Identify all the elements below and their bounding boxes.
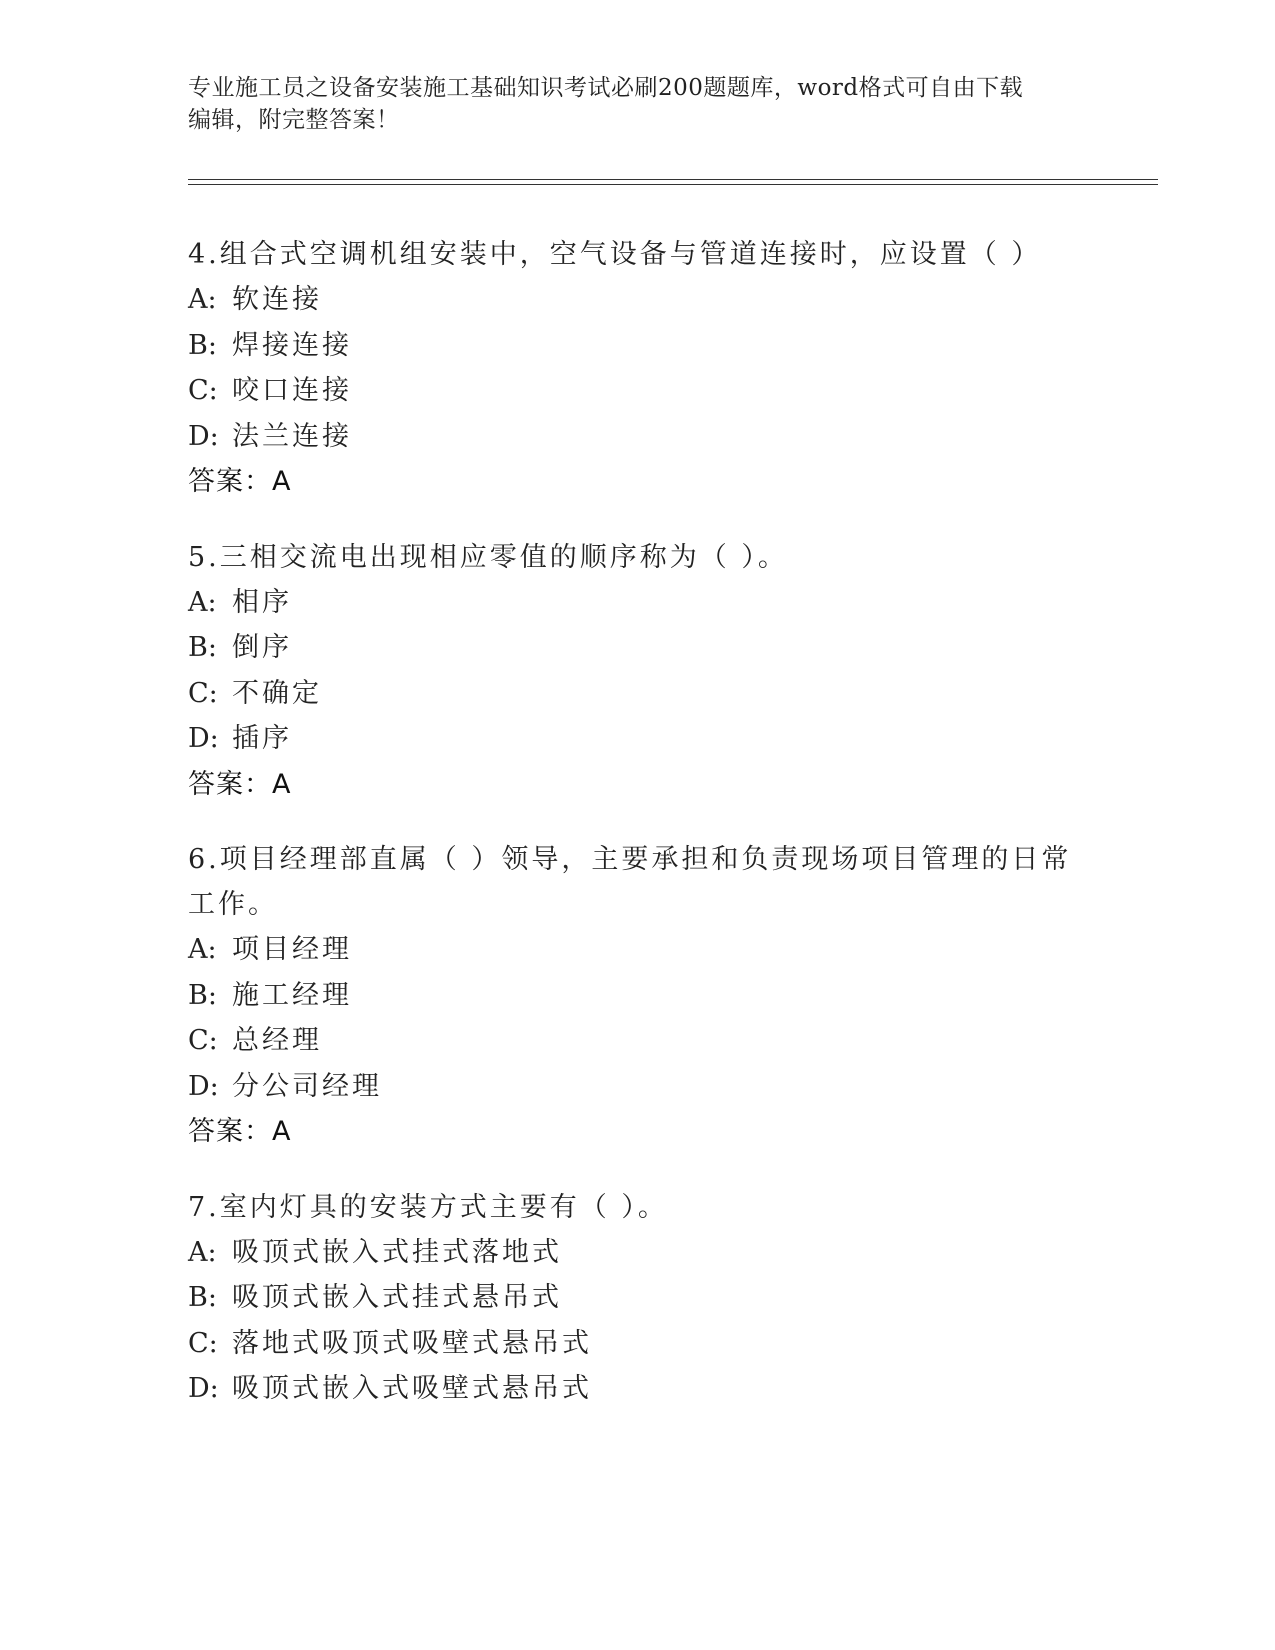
header-line-2: 编辑，附完整答案！ (188, 107, 400, 133)
option-text: 吸顶式嵌入式吸壁式悬吊式 (232, 1373, 592, 1404)
answer-line: 答案：A (188, 1116, 292, 1147)
option-d (188, 716, 1088, 762)
option-text: 焊接连接 (232, 329, 352, 361)
option-a (188, 1230, 1088, 1276)
option-b (188, 323, 1088, 369)
option-c (188, 671, 1088, 717)
option-letter: B: (188, 1282, 217, 1313)
option-text: 施工经理 (232, 979, 352, 1011)
option-text: 吸顶式嵌入式挂式落地式 (232, 1236, 562, 1268)
option-letter: B: (188, 632, 217, 663)
option-letter: C: (188, 1025, 218, 1056)
option-text: 分公司经理 (232, 1070, 382, 1102)
header-rule-bottom (188, 184, 1158, 185)
option-d (188, 1064, 1088, 1110)
header-rule-top (188, 179, 1158, 180)
option-b (188, 973, 1088, 1019)
option-letter: A: (188, 934, 217, 965)
option-letter: C: (188, 375, 218, 406)
option-c (188, 1321, 1088, 1367)
option-letter: D: (188, 1373, 219, 1404)
option-text: 项目经理 (232, 934, 352, 965)
option-letter: A: (188, 284, 217, 315)
option-letter: D: (188, 420, 219, 452)
option-c (188, 368, 1088, 414)
header-line-1: 专业施工员之设备安装施工基础知识考试必刷200题题库，word格式可自由下载 (188, 75, 1024, 101)
option-b (188, 625, 1088, 671)
option-letter: C: (188, 677, 218, 709)
option-a (188, 277, 1088, 323)
question-4 (188, 232, 1088, 505)
question-7 (188, 1185, 1088, 1412)
option-text: 总经理 (232, 1025, 322, 1056)
option-letter: D: (188, 1070, 219, 1102)
question-text: 4.组合式空调机组安装中，空气设备与管道连接时，应设置（ ） (188, 239, 1042, 270)
option-text: 倒序 (232, 632, 292, 663)
document-header (188, 72, 1068, 136)
option-d (188, 1366, 1088, 1412)
question-text: 7.室内灯具的安装方式主要有（ ）。 (188, 1191, 668, 1223)
question-5 (188, 535, 1088, 808)
question-list (188, 232, 1088, 1442)
option-text: 法兰连接 (232, 420, 352, 452)
option-text: 插序 (232, 723, 292, 754)
question-6 (188, 837, 1088, 1155)
answer-line: 答案：A (188, 768, 292, 800)
option-text: 吸顶式嵌入式挂式悬吊式 (232, 1282, 562, 1313)
option-text: 软连接 (232, 284, 322, 315)
question-text: 6.项目经理部直属（ ）领导，主要承担和负责现场项目管理的日常工作。 (188, 844, 1072, 920)
option-text: 不确定 (232, 677, 322, 709)
option-letter: A: (188, 1236, 217, 1268)
option-d (188, 414, 1088, 460)
option-text: 落地式吸顶式吸壁式悬吊式 (232, 1327, 592, 1359)
option-text: 相序 (232, 586, 292, 618)
option-c (188, 1018, 1088, 1064)
option-letter: C: (188, 1327, 218, 1359)
option-letter: D: (188, 723, 219, 754)
option-letter: B: (188, 329, 217, 361)
question-text: 5.三相交流电出现相应零值的顺序称为（ ）。 (188, 541, 788, 573)
answer-line: 答案：A (188, 466, 292, 497)
option-text: 咬口连接 (232, 375, 352, 406)
option-b (188, 1275, 1088, 1321)
option-a (188, 580, 1088, 626)
option-letter: A: (188, 586, 217, 618)
option-a (188, 927, 1088, 973)
option-letter: B: (188, 979, 217, 1011)
